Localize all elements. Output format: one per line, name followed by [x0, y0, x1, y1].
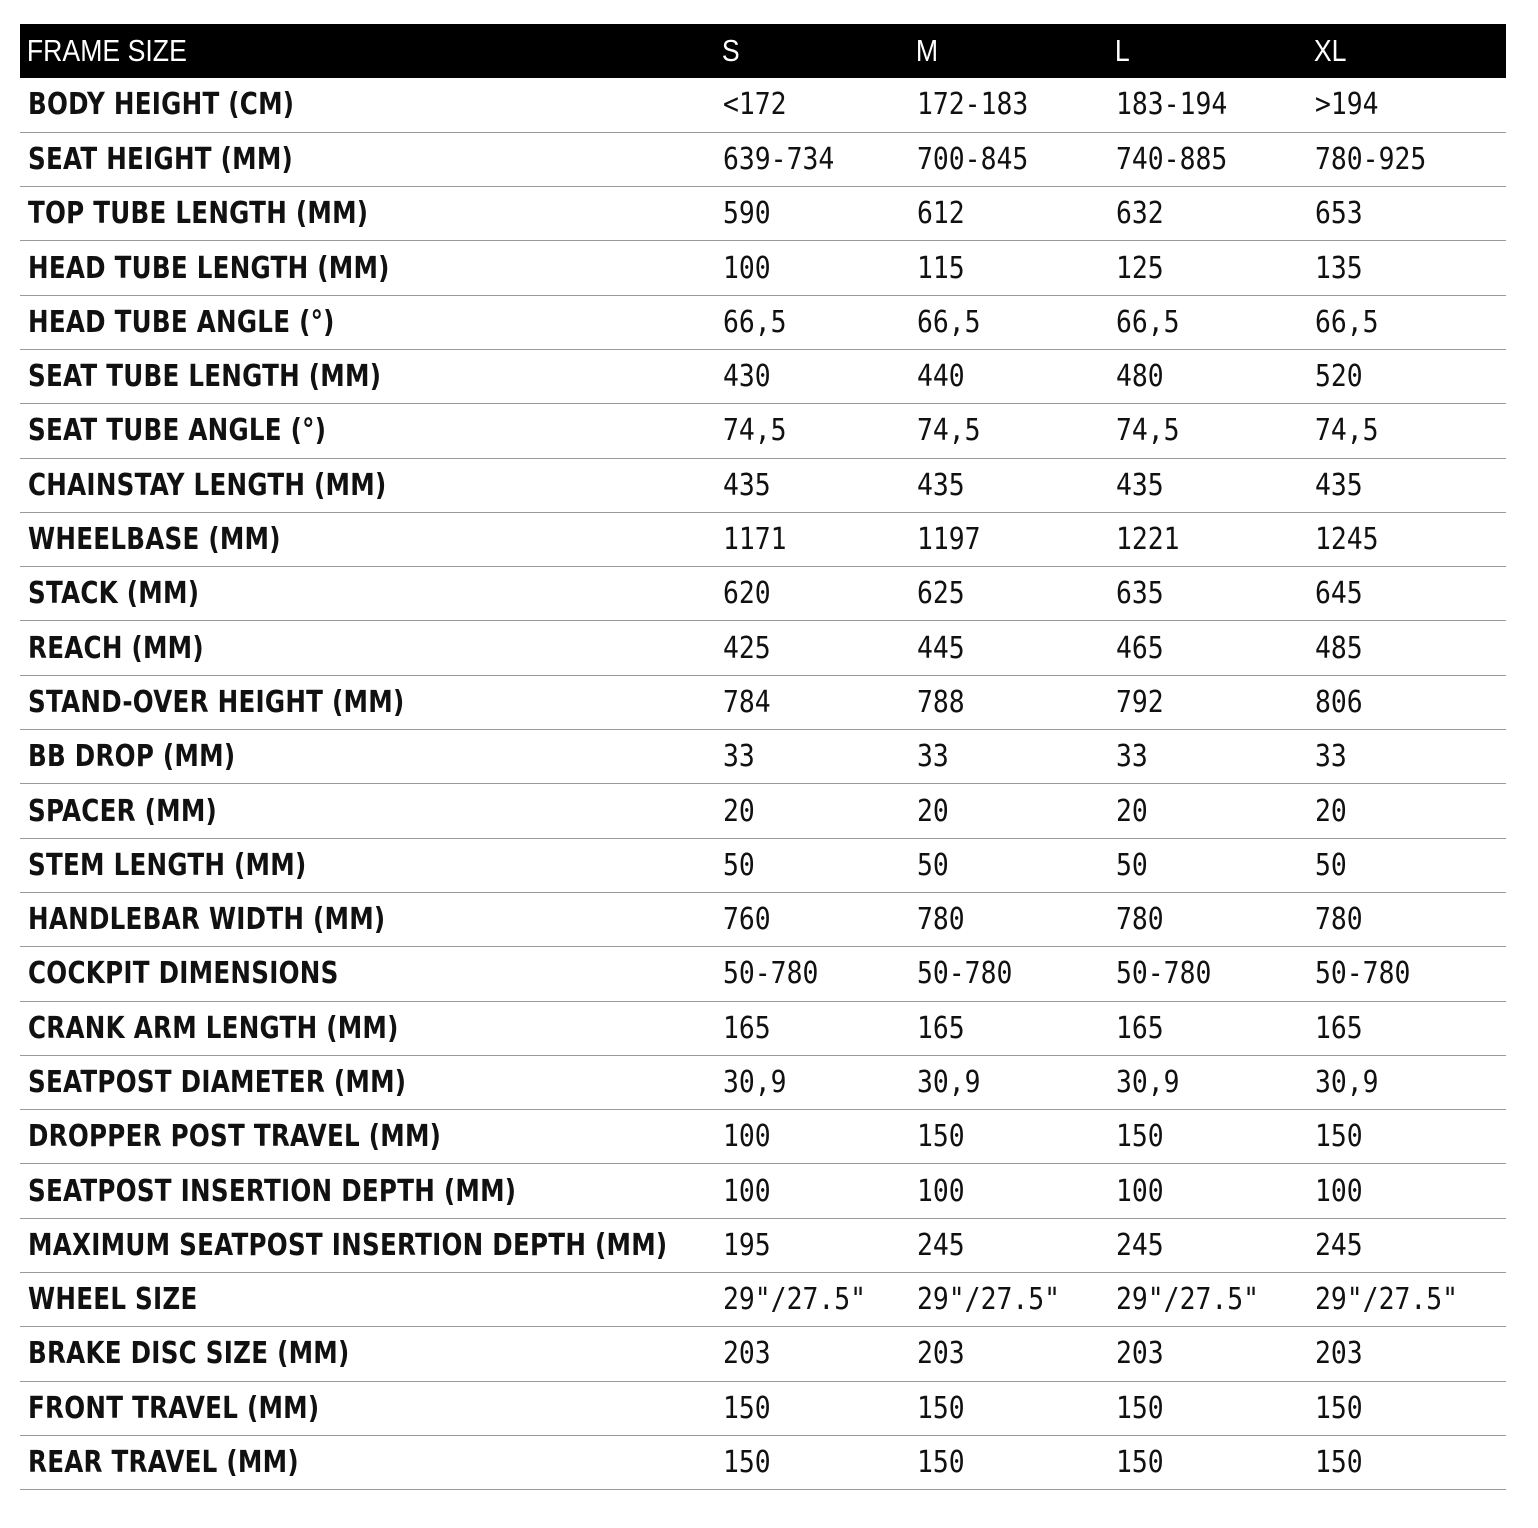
cell-value: 480: [1116, 359, 1164, 395]
row-label-text: WHEEL SIZE: [28, 1282, 198, 1318]
cell-size-l: [1108, 458, 1307, 512]
cell-value: 740-885: [1116, 141, 1228, 177]
cell-size-xl: [1307, 404, 1506, 458]
cell-value: 612: [917, 196, 965, 232]
cell-value: 485: [1315, 630, 1363, 666]
cell-size-xl: [1307, 621, 1506, 675]
cell-value: 203: [917, 1336, 965, 1372]
cell-value: 33: [723, 739, 755, 775]
row-label: [20, 132, 715, 186]
table-row: [20, 187, 1506, 241]
cell-value: 100: [723, 1119, 771, 1155]
cell-size-m: [909, 404, 1108, 458]
cell-value: 150: [1116, 1390, 1164, 1426]
cell-value: 1221: [1116, 522, 1180, 558]
table-row: [20, 730, 1506, 784]
cell-size-s: [715, 1055, 909, 1109]
cell-size-xl: [1307, 567, 1506, 621]
table-row: [20, 1001, 1506, 1055]
row-label: [20, 1001, 715, 1055]
cell-size-s: [715, 892, 909, 946]
cell-size-m: [909, 1110, 1108, 1164]
cell-value: 20: [1315, 793, 1347, 829]
cell-size-xl: [1307, 892, 1506, 946]
cell-size-xl: [1307, 784, 1506, 838]
row-label-text: HEAD TUBE LENGTH (MM): [28, 250, 390, 286]
cell-size-s: [715, 621, 909, 675]
row-label: [20, 1381, 715, 1435]
cell-size-m: [909, 1001, 1108, 1055]
cell-value: 20: [723, 793, 755, 829]
cell-size-l: [1108, 621, 1307, 675]
table-row: [20, 241, 1506, 295]
row-label: [20, 675, 715, 729]
cell-value: 33: [1315, 739, 1347, 775]
cell-value: 100: [723, 250, 771, 286]
cell-value: 74,5: [1116, 413, 1180, 449]
row-label-text: SEAT TUBE LENGTH (MM): [28, 359, 382, 395]
cell-value: 165: [1116, 1010, 1164, 1046]
cell-value: 165: [917, 1010, 965, 1046]
cell-size-xl: [1307, 187, 1506, 241]
cell-value: 245: [1116, 1227, 1164, 1263]
table-row: [20, 892, 1506, 946]
cell-size-m: [909, 1435, 1108, 1489]
cell-value: 632: [1116, 196, 1164, 232]
row-label-text: SPACER (MM): [28, 793, 218, 829]
cell-size-l: [1108, 784, 1307, 838]
row-label-text: CHAINSTAY LENGTH (MM): [28, 467, 387, 503]
row-label: [20, 730, 715, 784]
cell-size-l: [1108, 1327, 1307, 1381]
cell-size-xl: [1307, 947, 1506, 1001]
cell-value: 806: [1315, 684, 1363, 720]
cell-value: 435: [1116, 467, 1164, 503]
cell-size-xl: [1307, 132, 1506, 186]
cell-size-xl: [1307, 1218, 1506, 1272]
cell-size-s: [715, 1110, 909, 1164]
cell-size-m: [909, 132, 1108, 186]
cell-value: 639-734: [723, 141, 835, 177]
cell-value: 445: [917, 630, 965, 666]
cell-size-s: [715, 1001, 909, 1055]
cell-size-l: [1108, 675, 1307, 729]
cell-size-l: [1108, 78, 1307, 132]
table-row: [20, 458, 1506, 512]
cell-value: 135: [1315, 250, 1363, 286]
cell-size-s: [715, 132, 909, 186]
table-row: [20, 1110, 1506, 1164]
cell-size-xl: [1307, 675, 1506, 729]
table-row: [20, 1327, 1506, 1381]
row-label: [20, 1218, 715, 1272]
cell-value: 792: [1116, 684, 1164, 720]
cell-size-l: [1108, 567, 1307, 621]
cell-value: 150: [1315, 1445, 1363, 1481]
row-label-text: STACK (MM): [28, 576, 200, 612]
cell-size-m: [909, 187, 1108, 241]
cell-value: 20: [917, 793, 949, 829]
cell-size-l: [1108, 1110, 1307, 1164]
table-row: [20, 349, 1506, 403]
cell-value: 150: [1315, 1390, 1363, 1426]
cell-value: 625: [917, 576, 965, 612]
header-row: [20, 24, 1506, 78]
cell-size-m: [909, 349, 1108, 403]
geometry-table: [20, 24, 1506, 1490]
cell-value: 435: [1315, 467, 1363, 503]
cell-value: 50: [1116, 847, 1148, 883]
cell-size-m: [909, 1218, 1108, 1272]
row-label: [20, 1273, 715, 1327]
cell-size-s: [715, 295, 909, 349]
row-label-text: FRONT TRAVEL (MM): [28, 1390, 320, 1426]
cell-value: 520: [1315, 359, 1363, 395]
cell-size-xl: [1307, 1110, 1506, 1164]
geometry-table-body: [20, 78, 1506, 1490]
cell-value: 1171: [723, 522, 787, 558]
cell-size-xl: [1307, 349, 1506, 403]
cell-value: 425: [723, 630, 771, 666]
cell-value: 150: [917, 1119, 965, 1155]
cell-size-m: [909, 1055, 1108, 1109]
row-label-text: STAND-OVER HEIGHT (MM): [28, 684, 405, 720]
row-label-text: CRANK ARM LENGTH (MM): [28, 1010, 399, 1046]
cell-size-l: [1108, 132, 1307, 186]
row-label: [20, 512, 715, 566]
table-row: [20, 675, 1506, 729]
cell-size-l: [1108, 1381, 1307, 1435]
cell-size-m: [909, 1273, 1108, 1327]
cell-value: 635: [1116, 576, 1164, 612]
cell-size-l: [1108, 404, 1307, 458]
cell-value: 100: [723, 1173, 771, 1209]
cell-size-l: [1108, 349, 1307, 403]
cell-value: 50-780: [1315, 956, 1411, 992]
geometry-table-header: [20, 24, 1506, 78]
cell-value: 203: [1315, 1336, 1363, 1372]
cell-size-s: [715, 349, 909, 403]
cell-value: 1197: [917, 522, 981, 558]
row-label: [20, 1327, 715, 1381]
cell-size-l: [1108, 1055, 1307, 1109]
cell-value: 150: [1116, 1119, 1164, 1155]
cell-size-m: [909, 78, 1108, 132]
table-row: [20, 838, 1506, 892]
row-label: [20, 187, 715, 241]
cell-size-m: [909, 892, 1108, 946]
cell-size-l: [1108, 1218, 1307, 1272]
cell-size-s: [715, 567, 909, 621]
row-label: [20, 458, 715, 512]
cell-value: 100: [1116, 1173, 1164, 1209]
cell-value: 645: [1315, 576, 1363, 612]
cell-value: 20: [1116, 793, 1148, 829]
cell-size-l: [1108, 947, 1307, 1001]
row-label-text: STEM LENGTH (MM): [28, 847, 307, 883]
row-label-text: BODY HEIGHT (CM): [28, 87, 295, 123]
cell-value: 125: [1116, 250, 1164, 286]
cell-value: 30,9: [1116, 1064, 1180, 1100]
cell-value: 203: [723, 1336, 771, 1372]
row-label-text: REAR TRAVEL (MM): [28, 1445, 299, 1481]
cell-value: 30,9: [723, 1064, 787, 1100]
cell-value: 780: [917, 902, 965, 938]
cell-value: 50-780: [1116, 956, 1212, 992]
cell-size-s: [715, 1435, 909, 1489]
cell-size-m: [909, 512, 1108, 566]
header-size-xl: XL: [1313, 33, 1347, 68]
cell-value: 50: [1315, 847, 1347, 883]
cell-size-xl: [1307, 1381, 1506, 1435]
cell-value: 760: [723, 902, 771, 938]
cell-size-s: [715, 404, 909, 458]
table-row: [20, 1055, 1506, 1109]
row-label: [20, 567, 715, 621]
cell-size-s: [715, 187, 909, 241]
header-frame-size: FRAME SIZE: [26, 33, 187, 68]
table-row: [20, 1218, 1506, 1272]
cell-size-xl: [1307, 295, 1506, 349]
table-row: [20, 784, 1506, 838]
row-label: [20, 1110, 715, 1164]
cell-value: 66,5: [1116, 304, 1180, 340]
cell-size-m: [909, 241, 1108, 295]
cell-value: 29"/27.5": [1315, 1282, 1459, 1318]
cell-size-l: [1108, 187, 1307, 241]
row-label: [20, 621, 715, 675]
cell-size-s: [715, 1381, 909, 1435]
cell-value: 165: [723, 1010, 771, 1046]
cell-size-s: [715, 784, 909, 838]
cell-value: 430: [723, 359, 771, 395]
cell-value: 183-194: [1116, 87, 1228, 123]
cell-value: 788: [917, 684, 965, 720]
cell-size-m: [909, 1164, 1108, 1218]
row-label-text: REACH (MM): [28, 630, 204, 666]
cell-size-l: [1108, 295, 1307, 349]
cell-value: 30,9: [1315, 1064, 1379, 1100]
row-label: [20, 404, 715, 458]
cell-size-s: [715, 458, 909, 512]
cell-value: 150: [917, 1445, 965, 1481]
cell-size-xl: [1307, 1164, 1506, 1218]
cell-size-s: [715, 1164, 909, 1218]
cell-value: 30,9: [917, 1064, 981, 1100]
table-row: [20, 1381, 1506, 1435]
cell-size-s: [715, 730, 909, 784]
row-label: [20, 241, 715, 295]
cell-size-xl: [1307, 458, 1506, 512]
row-label: [20, 1055, 715, 1109]
header-size-s: S: [721, 33, 740, 68]
cell-value: 203: [1116, 1336, 1164, 1372]
cell-size-s: [715, 1218, 909, 1272]
cell-size-xl: [1307, 241, 1506, 295]
row-label-text: BRAKE DISC SIZE (MM): [28, 1336, 350, 1372]
table-row: [20, 567, 1506, 621]
cell-size-m: [909, 730, 1108, 784]
cell-value: 653: [1315, 196, 1363, 232]
cell-size-s: [715, 78, 909, 132]
cell-size-xl: [1307, 78, 1506, 132]
row-label-text: MAXIMUM SEATPOST INSERTION DEPTH (MM): [28, 1227, 668, 1263]
table-row: [20, 132, 1506, 186]
cell-size-s: [715, 241, 909, 295]
cell-value: 620: [723, 576, 771, 612]
row-label: [20, 947, 715, 1001]
cell-value: 74,5: [1315, 413, 1379, 449]
cell-value: 29"/27.5": [917, 1282, 1061, 1318]
cell-value: 590: [723, 196, 771, 232]
cell-value: 465: [1116, 630, 1164, 666]
row-label-text: COCKPIT DIMENSIONS: [28, 956, 339, 992]
table-row: [20, 78, 1506, 132]
table-row: [20, 621, 1506, 675]
cell-value: 29"/27.5": [1116, 1282, 1260, 1318]
cell-value: <172: [723, 87, 787, 123]
row-label-text: SEAT TUBE ANGLE (°): [28, 413, 327, 449]
cell-size-l: [1108, 1273, 1307, 1327]
cell-value: 66,5: [1315, 304, 1379, 340]
row-label: [20, 295, 715, 349]
cell-value: 66,5: [917, 304, 981, 340]
cell-value: 172-183: [917, 87, 1029, 123]
cell-value: 150: [917, 1390, 965, 1426]
cell-value: 700-845: [917, 141, 1029, 177]
cell-value: 50: [917, 847, 949, 883]
cell-value: 33: [1116, 739, 1148, 775]
cell-size-l: [1108, 1001, 1307, 1055]
cell-value: 195: [723, 1227, 771, 1263]
cell-value: 440: [917, 359, 965, 395]
cell-size-xl: [1307, 512, 1506, 566]
cell-value: 150: [723, 1445, 771, 1481]
cell-size-l: [1108, 1435, 1307, 1489]
cell-value: 245: [1315, 1227, 1363, 1263]
cell-size-s: [715, 512, 909, 566]
cell-size-m: [909, 784, 1108, 838]
cell-size-m: [909, 947, 1108, 1001]
cell-value: 780-925: [1315, 141, 1427, 177]
row-label-text: HEAD TUBE ANGLE (°): [28, 304, 335, 340]
cell-value: 74,5: [917, 413, 981, 449]
header-size-l: L: [1114, 33, 1130, 68]
row-label-text: BB DROP (MM): [28, 739, 236, 775]
cell-size-xl: [1307, 730, 1506, 784]
row-label-text: DROPPER POST TRAVEL (MM): [28, 1119, 442, 1155]
cell-size-l: [1108, 1164, 1307, 1218]
cell-size-m: [909, 838, 1108, 892]
cell-value: 50-780: [917, 956, 1013, 992]
cell-size-l: [1108, 730, 1307, 784]
cell-size-s: [715, 1327, 909, 1381]
row-label: [20, 78, 715, 132]
cell-size-m: [909, 295, 1108, 349]
cell-value: 150: [1116, 1445, 1164, 1481]
cell-value: 74,5: [723, 413, 787, 449]
table-row: [20, 295, 1506, 349]
cell-value: 784: [723, 684, 771, 720]
row-label: [20, 349, 715, 403]
row-label: [20, 892, 715, 946]
cell-value: 1245: [1315, 522, 1379, 558]
cell-value: 115: [917, 250, 965, 286]
row-label-text: SEATPOST DIAMETER (MM): [28, 1064, 407, 1100]
cell-size-xl: [1307, 838, 1506, 892]
cell-value: 66,5: [723, 304, 787, 340]
table-row: [20, 404, 1506, 458]
cell-size-l: [1108, 892, 1307, 946]
table-row: [20, 1273, 1506, 1327]
cell-value: >194: [1315, 87, 1379, 123]
row-label: [20, 1435, 715, 1489]
row-label: [20, 784, 715, 838]
cell-value: 780: [1116, 902, 1164, 938]
cell-size-s: [715, 838, 909, 892]
cell-value: 435: [917, 467, 965, 503]
row-label: [20, 1164, 715, 1218]
cell-size-s: [715, 1273, 909, 1327]
cell-value: 33: [917, 739, 949, 775]
header-size-m: M: [915, 33, 939, 68]
cell-value: 50-780: [723, 956, 819, 992]
cell-size-m: [909, 1327, 1108, 1381]
cell-size-m: [909, 675, 1108, 729]
cell-size-m: [909, 567, 1108, 621]
cell-value: 245: [917, 1227, 965, 1263]
cell-size-s: [715, 675, 909, 729]
cell-value: 29"/27.5": [723, 1282, 867, 1318]
row-label-text: SEATPOST INSERTION DEPTH (MM): [28, 1173, 517, 1209]
cell-size-xl: [1307, 1001, 1506, 1055]
row-label-text: SEAT HEIGHT (MM): [28, 141, 294, 177]
cell-value: 780: [1315, 902, 1363, 938]
cell-value: 150: [1315, 1119, 1363, 1155]
row-label-text: WHEELBASE (MM): [28, 522, 281, 558]
cell-size-s: [715, 947, 909, 1001]
cell-size-xl: [1307, 1435, 1506, 1489]
cell-size-m: [909, 1381, 1108, 1435]
cell-size-l: [1108, 512, 1307, 566]
cell-size-l: [1108, 838, 1307, 892]
cell-size-xl: [1307, 1273, 1506, 1327]
cell-size-xl: [1307, 1327, 1506, 1381]
cell-size-xl: [1307, 1055, 1506, 1109]
table-row: [20, 512, 1506, 566]
cell-value: 100: [1315, 1173, 1363, 1209]
cell-value: 165: [1315, 1010, 1363, 1046]
cell-value: 435: [723, 467, 771, 503]
cell-size-l: [1108, 241, 1307, 295]
table-row: [20, 1164, 1506, 1218]
row-label: [20, 838, 715, 892]
cell-size-m: [909, 621, 1108, 675]
row-label-text: HANDLEBAR WIDTH (MM): [28, 902, 386, 938]
cell-size-m: [909, 458, 1108, 512]
row-label-text: TOP TUBE LENGTH (MM): [28, 196, 369, 232]
table-row: [20, 1435, 1506, 1489]
cell-value: 50: [723, 847, 755, 883]
cell-value: 100: [917, 1173, 965, 1209]
cell-value: 150: [723, 1390, 771, 1426]
table-row: [20, 947, 1506, 1001]
